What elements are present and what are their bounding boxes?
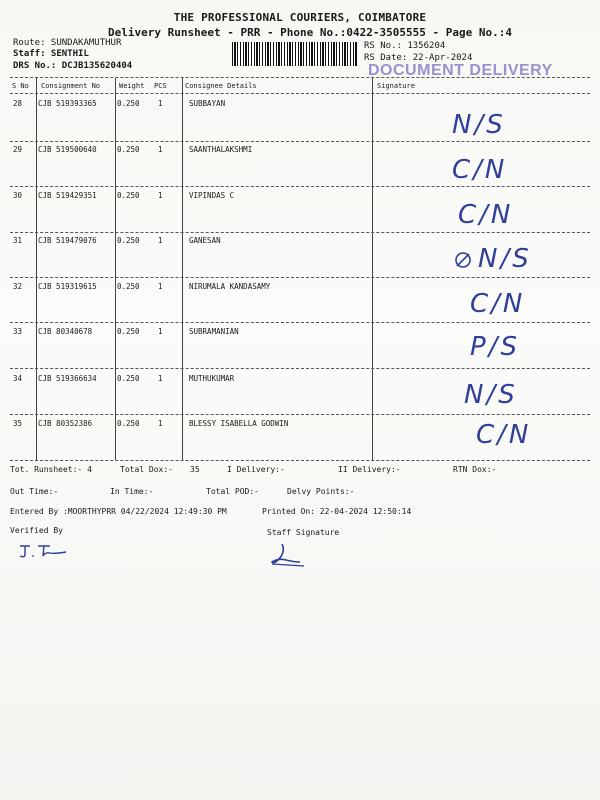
row-rule (10, 277, 590, 278)
table-header-rule (10, 93, 590, 94)
row-rule (10, 141, 590, 142)
row-weight: 0.250 (117, 374, 140, 383)
row-sno: 33 (13, 327, 23, 336)
row-consignment: CJB 519366634 (38, 374, 97, 383)
scribble-mark (452, 248, 476, 272)
row-pcs: 1 (158, 191, 163, 200)
drs-number: DRS No.: DCJB135620404 (13, 61, 133, 71)
row-weight: 0.250 (117, 236, 140, 245)
row-consignment: CJB 519479076 (38, 236, 97, 245)
col-consignee: Consignee Details (185, 82, 257, 90)
col-divider (36, 78, 37, 460)
row-rule (10, 322, 590, 323)
row-consignment: CJB 80352386 (38, 419, 93, 428)
row-pcs: 1 (158, 145, 163, 154)
row-consignee: GANESAN (189, 236, 221, 245)
row-sno: 31 (13, 236, 23, 245)
row-pcs: 1 (158, 236, 163, 245)
table-bottom-rule (10, 460, 590, 461)
row-sno: 35 (13, 419, 23, 428)
row-weight: 0.250 (117, 145, 140, 154)
entered-by: Entered By :MOORTHYPRR 04/22/2024 12:49:30 PM (10, 507, 227, 516)
in-time: In Time:- (110, 487, 154, 496)
total-dox-value: 35 (190, 465, 200, 474)
row-consignee: SUBBAYAN (189, 99, 226, 108)
col-divider (115, 78, 116, 460)
row-consignee: VIPINDAS C (189, 191, 235, 200)
total-pod: Total POD:- (206, 487, 259, 496)
out-time: Out Time:- (10, 487, 59, 496)
document-delivery-stamp: DOCUMENT DELIVERY (368, 62, 553, 79)
ii-delivery: II Delivery:- (338, 465, 401, 474)
runsheet-subtitle: Delivery Runsheet - PRR - Phone No.:0422-3505555 - Page No.:4 (108, 26, 512, 39)
verified-by: Verified By (10, 526, 63, 535)
row-pcs: 1 (158, 374, 163, 383)
staff-signature (266, 540, 310, 570)
staff-label: Staff: SENTHIL (13, 49, 89, 59)
row-consignment: CJB 80340678 (38, 327, 93, 336)
row-signature: C/N (452, 155, 508, 185)
row-consignee: SAANTHALAKSHMI (189, 145, 253, 154)
row-rule (10, 186, 590, 187)
row-consignee: MUTHUKUMAR (189, 374, 235, 383)
col-sno: S No (12, 82, 29, 90)
row-signature: N/S (478, 244, 532, 274)
row-consignee: NIRUMALA KANDASAMY (189, 282, 271, 291)
row-signature: C/N (470, 289, 526, 319)
row-signature: N/S (452, 110, 506, 140)
row-sno: 32 (13, 282, 23, 291)
row-rule (10, 414, 590, 415)
row-signature: C/N (458, 200, 514, 230)
total-dox-label: Total Dox:- (120, 465, 173, 474)
staff-signature-label: Staff Signature (267, 528, 340, 537)
row-rule (10, 232, 590, 233)
printed-on: Printed On: 22-04-2024 12:50:14 (262, 507, 412, 516)
row-sno: 29 (13, 145, 23, 154)
row-weight: 0.250 (117, 419, 140, 428)
rs-number: RS No.: 1356204 (364, 41, 446, 51)
row-sno: 34 (13, 374, 23, 383)
row-pcs: 1 (158, 327, 163, 336)
tot-runsheet: Tot. Runsheet:- 4 (10, 465, 92, 474)
delvy-points: Delvy Points:- (287, 487, 355, 496)
row-pcs: 1 (158, 282, 163, 291)
row-consignee: SUBRAMANIAN (189, 327, 239, 336)
row-consignee: BLESSY ISABELLA GODWIN (189, 419, 289, 428)
rtn-dox: RTN Dox:- (453, 465, 497, 474)
route-label: Route: SUNDAKAMUTHUR (13, 38, 122, 48)
row-consignment: CJB 519319615 (38, 282, 97, 291)
row-signature: P/S (470, 332, 520, 362)
col-signature: Signature (377, 82, 415, 90)
row-consignment: CJB 519500640 (38, 145, 97, 154)
row-signature: C/N (476, 420, 532, 450)
company-title: THE PROFESSIONAL COURIERS, COIMBATORE (173, 11, 427, 24)
row-rule (10, 368, 590, 369)
row-sno: 30 (13, 191, 23, 200)
row-consignment: CJB 519393365 (38, 99, 97, 108)
row-weight: 0.250 (117, 191, 140, 200)
i-delivery: I Delivery:- (227, 465, 285, 474)
barcode (232, 42, 357, 66)
row-weight: 0.250 (117, 99, 140, 108)
row-signature: N/S (464, 380, 518, 410)
rs-date: RS Date: 22-Apr-2024 (364, 53, 473, 63)
table-top-rule (10, 77, 590, 78)
row-pcs: 1 (158, 419, 163, 428)
row-sno: 28 (13, 99, 23, 108)
col-weight: Weight (119, 82, 145, 90)
verifier-signature (14, 540, 74, 562)
row-pcs: 1 (158, 99, 163, 108)
col-divider (372, 78, 373, 460)
row-weight: 0.250 (117, 327, 140, 336)
col-consignment: Consignment No (41, 82, 101, 90)
col-pcs: PCS (154, 82, 167, 90)
row-consignment: CJB 519429351 (38, 191, 97, 200)
row-weight: 0.250 (117, 282, 140, 291)
col-divider (182, 78, 183, 460)
